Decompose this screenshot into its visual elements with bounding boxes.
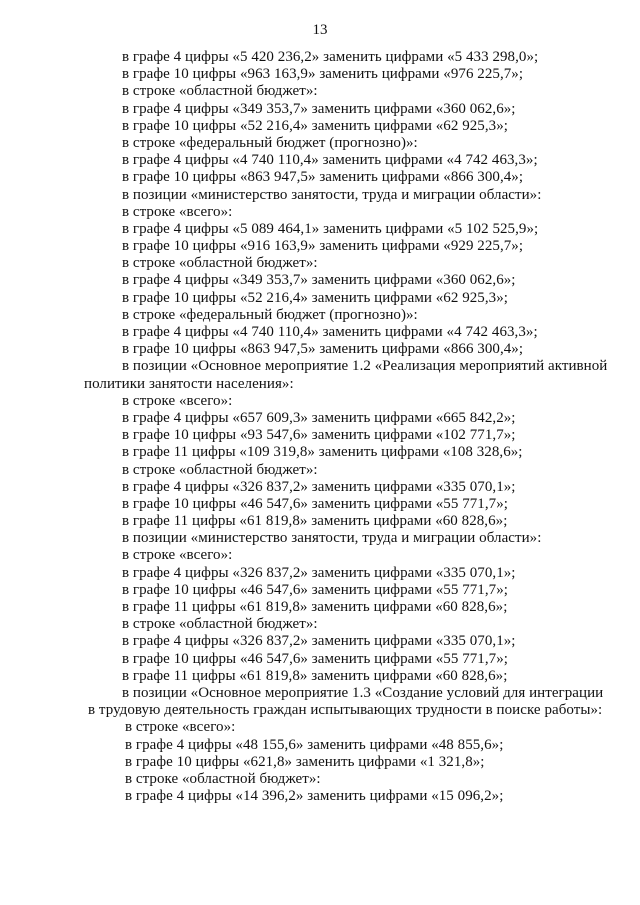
text-line: в графе 11 цифры «109 319,8» заменить цифрами «108 328,6»;	[122, 444, 523, 461]
text-line: в графе 11 цифры «61 819,8» заменить цифрами «60 828,6»;	[122, 513, 508, 530]
text-line: в трудовую деятельность граждан испытывающих трудности в поиске работы»:	[88, 702, 603, 719]
text-line: в графе 4 цифры «657 609,3» заменить цифрами «665 842,2»;	[122, 409, 516, 426]
text-line: в позиции «Основное мероприятие 1.2 «Реализация мероприятий активной	[122, 358, 608, 375]
text-line: в графе 4 цифры «326 837,2» заменить цифрами «335 070,1»;	[122, 564, 516, 581]
text-line: в строке «всего»:	[122, 392, 233, 409]
text-line: в строке «областной бюджет»:	[122, 461, 318, 478]
text-line: политики занятости населения»:	[84, 375, 294, 392]
text-line: в строке «областной бюджет»:	[122, 255, 318, 272]
text-line: в графе 11 цифры «61 819,8» заменить цифрами «60 828,6»;	[122, 667, 508, 684]
text-line: в графе 10 цифры «46 547,6» заменить цифрами «55 771,7»;	[122, 650, 508, 667]
text-line: в строке «областной бюджет»:	[122, 616, 318, 633]
text-line: в графе 11 цифры «61 819,8» заменить цифрами «60 828,6»;	[122, 599, 508, 615]
text-line: в строке «областной бюджет»:	[125, 770, 321, 787]
text-line: в графе 4 цифры «349 353,7» заменить цифрами «360 062,6»;	[122, 272, 516, 289]
text-line: в графе 10 цифры «863 947,5» заменить цифрами «866 300,4»;	[122, 341, 524, 358]
page-number: 13	[312, 22, 328, 38]
text-line: в позиции «Основное мероприятие 1.3 «Создание условий для интеграции	[122, 684, 604, 701]
text-line: в графе 10 цифры «963 163,9» заменить цифрами «976 225,7»;	[122, 66, 524, 83]
text-line: в позиции «министерство занятости, труда и миграции области»:	[122, 530, 542, 547]
text-line: в графе 10 цифры «621,8» заменить цифрами «1 321,8»;	[125, 753, 485, 770]
text-line: в графе 4 цифры «326 837,2» заменить цифрами «335 070,1»;	[122, 478, 516, 495]
text-line: в строке «областной бюджет»:	[122, 83, 318, 100]
text-line: в строке «всего»:	[122, 547, 233, 564]
text-line: в графе 10 цифры «93 547,6» заменить цифрами «102 771,7»;	[122, 427, 516, 444]
text-line: в графе 4 цифры «4 740 110,4» заменить цифрами «4 742 463,3»;	[122, 324, 538, 340]
text-line: в строке «федеральный бюджет (прогнозно)»:	[122, 134, 418, 151]
text-line: в графе 10 цифры «916 163,9» заменить цифрами «929 225,7»;	[122, 238, 524, 255]
text-line: в графе 10 цифры «46 547,6» заменить цифрами «55 771,7»;	[122, 495, 508, 512]
text-line: в строке «федеральный бюджет (прогнозно)»:	[122, 306, 418, 323]
text-line: в строке «всего»:	[125, 719, 236, 736]
text-line: в графе 4 цифры «5 089 464,1» заменить цифрами «5 102 525,9»;	[122, 220, 539, 237]
text-line: в графе 10 цифры «52 216,4» заменить цифрами «62 925,3»;	[122, 117, 508, 134]
text-line: в графе 10 цифры «863 947,5» заменить цифрами «866 300,4»;	[122, 169, 524, 186]
text-line: в позиции «министерство занятости, труда и миграции области»:	[122, 186, 542, 203]
text-line: в графе 10 цифры «52 216,4» заменить цифрами «62 925,3»;	[122, 289, 508, 306]
text-line: в строке «всего»:	[122, 203, 233, 220]
text-line: в графе 4 цифры «4 740 110,4» заменить цифрами «4 742 463,3»;	[122, 152, 538, 169]
text-line: в графе 4 цифры «48 155,6» заменить цифрами «48 855,6»;	[125, 736, 504, 753]
document-body	[0, 49, 640, 805]
text-line: в графе 4 цифры «14 396,2» заменить цифрами «15 096,2»;	[125, 788, 504, 805]
text-line: в графе 10 цифры «46 547,6» заменить цифрами «55 771,7»;	[122, 581, 508, 598]
text-line: в графе 4 цифры «5 420 236,2» заменить цифрами «5 433 298,0»;	[122, 49, 539, 65]
text-line: в графе 4 цифры «326 837,2» заменить цифрами «335 070,1»;	[122, 633, 516, 650]
text-line: в графе 4 цифры «349 353,7» заменить цифрами «360 062,6»;	[122, 100, 516, 117]
